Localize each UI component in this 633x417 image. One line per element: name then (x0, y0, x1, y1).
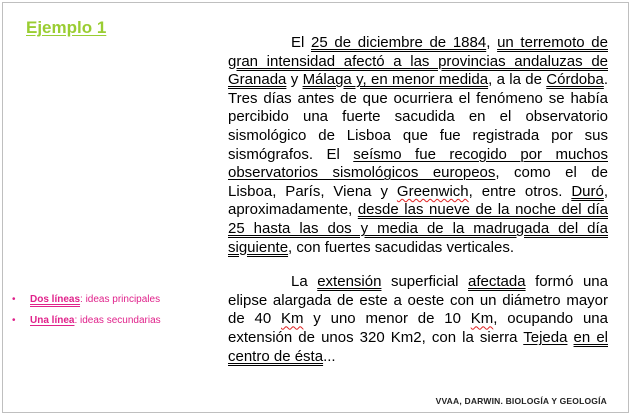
main-idea-span: extensión (317, 273, 382, 291)
text-run: , entre otros. (468, 182, 572, 200)
text-run: formó una elipse alargada de este a oeste con un diámetro mayor de 40 (228, 273, 608, 328)
text-run: y uno menor de 10 (303, 310, 471, 328)
text-run: superficial (381, 273, 469, 291)
main-idea-span: Málaga y, en menor medida (302, 71, 489, 89)
main-idea-span: en el centro de ésta (228, 328, 608, 365)
text-run: El (291, 34, 312, 51)
legend-item-one-line (12, 315, 161, 326)
legend-item-two-lines (12, 294, 161, 305)
legend-desc: : ideas secundarias (74, 315, 161, 326)
main-idea-span: desde las nueve de la noche del día 25 hasta las dos y media de la madrugada del día siguiente (228, 201, 608, 256)
text-run: . Tres días antes de que ocurriera el fenómeno se había percibido una fuerte sacudida en el observatorio sismológico de Lisboa que fue registrada por sus sismógrafos. El (228, 71, 608, 163)
main-idea-span: afectada (468, 273, 526, 291)
legend-key: Dos líneas (30, 294, 81, 305)
main-idea-span: Duró (571, 182, 604, 200)
text-run: , con fuertes sacudidas verticales. (288, 238, 514, 256)
text-run: y (286, 71, 303, 89)
paragraph-1 (228, 34, 608, 257)
text-run: , aproximadamente, (228, 182, 609, 219)
bullet-icon: • (12, 294, 16, 305)
source-footer: VVAA, DARWIN. BIOLOGÍA Y GEOLOGÍA (435, 396, 607, 406)
text-run: , (486, 34, 498, 51)
spellcheck-word: Km (470, 310, 494, 328)
text-run: ... (323, 347, 336, 365)
underline-legend (12, 294, 161, 336)
bullet-icon: • (12, 315, 16, 326)
text-run: , a la de (488, 71, 547, 89)
main-idea-span: un terremoto de gran intensidad afectó a las provincias andaluzas de Granada (228, 34, 608, 89)
legend-desc: : ideas principales (80, 294, 161, 305)
main-idea-span: 25 de diciembre de 1884 (311, 34, 487, 51)
spellcheck-word: Greenwich (396, 182, 469, 200)
legend-key: Una línea (30, 315, 75, 326)
secondary-idea-span: seísmo fue recogido por muchos observatorios sismológicos europeos (228, 145, 608, 182)
secondary-idea-span: Tejeda (523, 328, 568, 346)
text-run: , ocupando una extensión de unos 320 Km2, con la sierra (228, 310, 608, 346)
text-body (228, 34, 608, 366)
spellcheck-word: Km (281, 310, 304, 328)
text-run: , como el de Lisboa, París, Viena y (228, 164, 608, 200)
main-idea-span: Córdoba (546, 71, 604, 89)
text-run: La (291, 273, 318, 291)
paragraph-2 (228, 273, 608, 366)
example-title: Ejemplo 1 (26, 18, 107, 37)
